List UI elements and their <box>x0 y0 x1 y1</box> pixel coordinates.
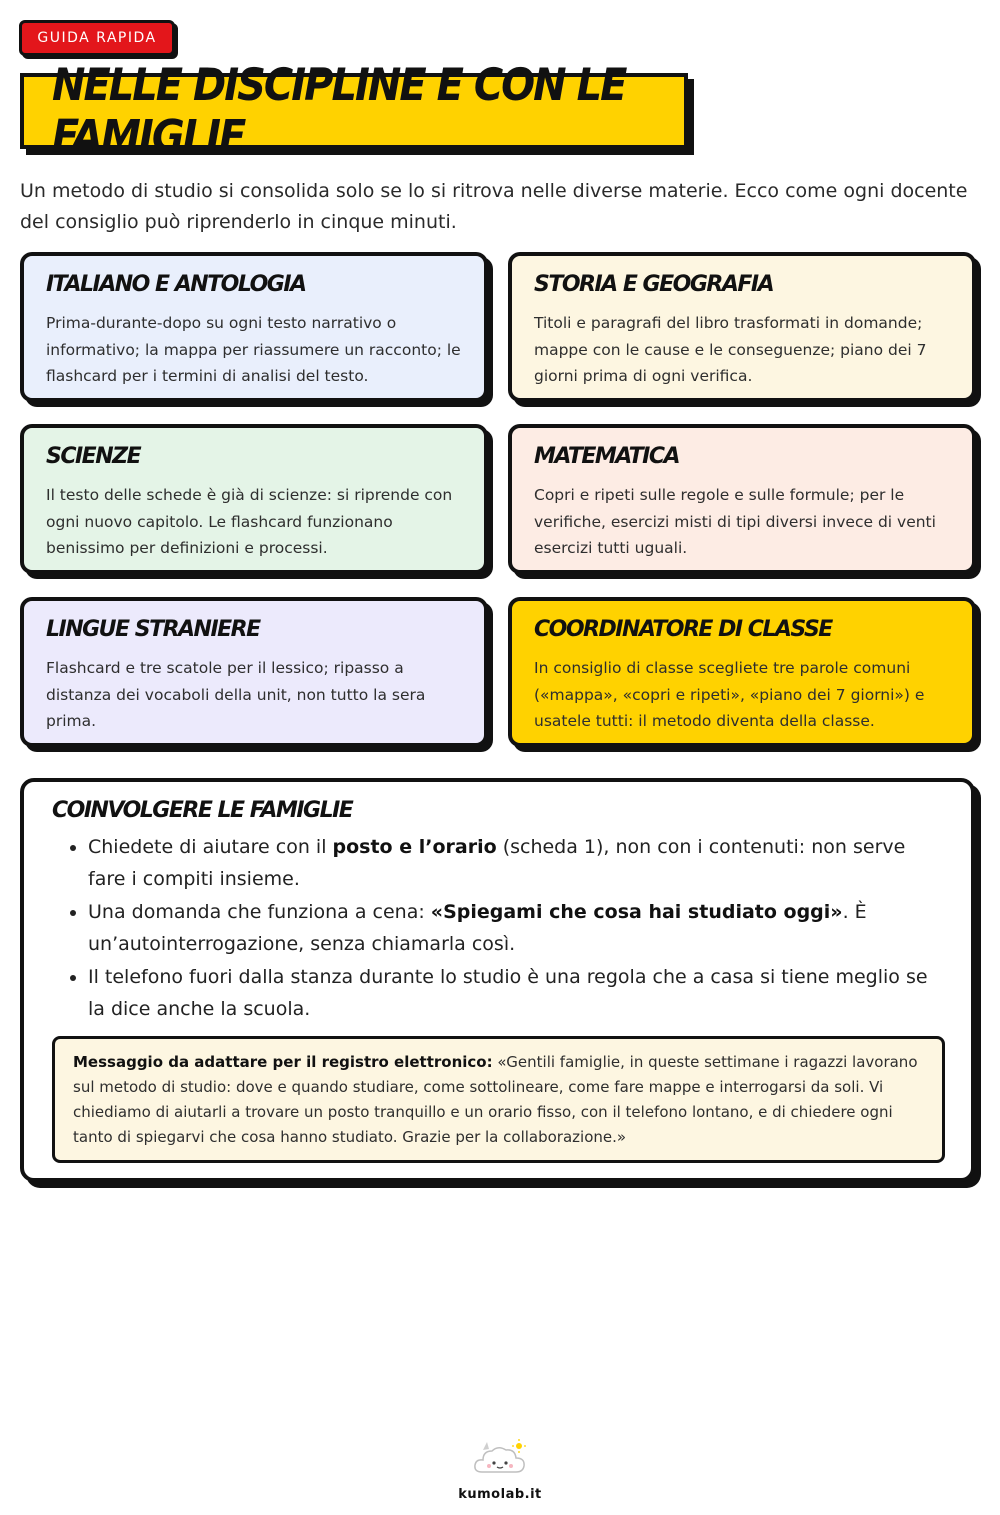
footer <box>0 1438 1000 1502</box>
guide-badge: GUIDA RAPIDA <box>19 20 175 56</box>
list-item <box>88 832 943 895</box>
page-title: NELLE DISCIPLINE E CON LE FAMIGLIE <box>52 59 626 163</box>
card-text: Copri e ripeti sulle regole e sulle formule; per le verifiche, esercizi misti di tipi diversi invece di venti esercizi tutti uguali. <box>534 486 936 557</box>
card-matematica <box>508 424 976 574</box>
site-label: kumolab.it <box>458 1487 542 1502</box>
card-text: In consiglio di classe scegliete tre parole comuni («mappa», «copri e ripeti», «piano dei 7 giorni») e usatele tutti: il metodo diventa della classe. <box>534 659 925 730</box>
card-title: STORIA E GEOGRAFIA <box>534 272 774 297</box>
card-italiano <box>20 252 488 402</box>
card-text: Titoli e paragrafi del libro trasformati in domande; mappe con le cause e le conseguenze; piano dei 7 giorni prima di ogni verifica. <box>534 314 927 385</box>
card-title: MATEMATICA <box>534 444 680 469</box>
card-text: Prima-durante-dopo su ogni testo narrativo o informativo; la mappa per riassumere un racconto; le flashcard per i termini di analisi del testo. <box>46 314 461 385</box>
card-scienze <box>20 424 488 574</box>
message-text: «Gentili famiglie, in queste settimane i ragazzi lavorano sul metodo di studio: dove e quando studiare, come sottolineare, come fare mappe e interrogarsi da soli. Vi chiediamo di aiutarli a trovare un posto tranquillo e un orario fisso, con il telefono lontano, e di chiedere ogni tanto di spiegarvi che cosa hanno studiato. Grazie per la collaborazione.» <box>73 1053 918 1146</box>
family-title: COINVOLGERE LE FAMIGLIE <box>52 798 353 823</box>
bullet-text: Una domanda che funziona a cena: <box>88 901 431 923</box>
family-section <box>20 778 975 1182</box>
message-box <box>52 1036 945 1163</box>
list-item <box>88 897 943 960</box>
list-item <box>88 962 943 1025</box>
card-lingue <box>20 597 488 747</box>
card-title: LINGUE STRANIERE <box>46 617 260 642</box>
bullet-text: (scheda 1), non con i contenuti: non serve fare i compiti insieme. <box>88 836 906 890</box>
bullet-text: . È un’autointerrogazione, senza chiamarla così. <box>88 901 867 955</box>
title-banner <box>20 59 688 163</box>
card-title: SCIENZE <box>46 444 141 469</box>
bullet-text: Chiedete di aiutare con il <box>88 836 333 858</box>
bullet-text: Il telefono fuori dalla stanza durante lo studio è una regola che a casa si tiene meglio se la dice anche la scuola. <box>88 966 928 1020</box>
card-coordinatore <box>508 597 976 747</box>
bullet-bold: «Spiegami che cosa hai studiato oggi» <box>430 901 843 923</box>
bullet-bold: posto e l’orario <box>332 836 497 858</box>
card-title: COORDINATORE DI CLASSE <box>534 617 832 642</box>
family-list <box>52 832 943 1025</box>
card-title: ITALIANO E ANTOLOGIA <box>46 272 306 297</box>
cloud-mascot-icon <box>468 1438 532 1482</box>
card-storia <box>508 252 976 402</box>
card-text: Flashcard e tre scatole per il lessico; ripasso a distanza dei vocaboli della unit, non tutto la sera prima. <box>46 659 426 730</box>
card-text: Il testo delle schede è già di scienze: si riprende con ogni nuovo capitolo. Le flashcard funzionano benissimo per definizioni e processi. <box>46 486 453 557</box>
message-label: Messaggio da adattare per il registro elettronico: <box>73 1053 493 1071</box>
intro-text: Un metodo di studio si consolida solo se lo si ritrova nelle diverse materie. Ecco come ogni docente del consiglio può riprenderlo in cinque minuti. <box>20 180 968 233</box>
